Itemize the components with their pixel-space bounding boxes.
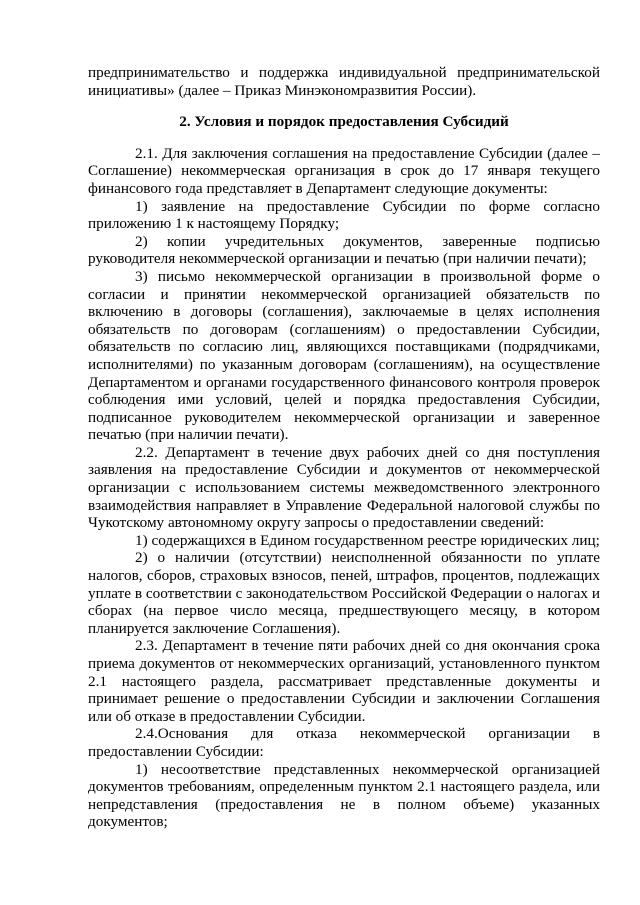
paragraph-2-2-item-1: 1) содержащихся в Едином государственном реестре юридических лиц; bbox=[135, 531, 600, 549]
paragraph-2-3: 2.3. Департамент в течение пяти рабочих дней со дня окончания срока приема документов от некоммерческих организаций, установленного пунктом 2.1 настоящего раздела, рассматривает представленные документы и принимает решение о предоставлении Субсидии и заключении Соглашения или об отказе в предоставлении Субсидии. bbox=[88, 637, 600, 725]
paragraph-2-2: 2.2. Департамент в течение двух рабочих дней со дня поступления заявления на предоставление Субсидии и документов от некоммерческой организации с использованием системы межведомственного электронного взаимодействия направляет в Управление Федеральной налоговой службы по Чукотскому автономному округу запросы о предоставлении сведений: bbox=[88, 443, 600, 532]
paragraph-2-2-item-2: 2) о наличии (отсутствии) неисполненной обязанности по уплате налогов, сборов, страховых взносов, пеней, штрафов, процентов, подлежащих уплате в соответствии с законодательством Российской Федерации о налогах и сборах (на первое число месяца, предшествующего месяцу, в котором планируется заключение Соглашения). bbox=[88, 549, 600, 637]
paragraph-2-1-item-1: 1) заявление на предоставление Субсидии по форме согласно приложению 1 к настоящему Порядку; bbox=[88, 197, 600, 233]
paragraph-2-4-item-1: 1) несоответствие представленных некоммерческой организацией документов требованиям, определенным пунктом 2.1 настоящего раздела, или непредставления (предоставления не в полном объеме) указанных документов; bbox=[88, 760, 600, 831]
section-heading: 2. Условия и порядок предоставления Субсидий bbox=[179, 113, 509, 131]
paragraph-2-1-item-2: 2) копии учредительных документов, заверенные подписью руководителя некоммерческой организации и печатью (при наличии печати); bbox=[88, 232, 600, 268]
paragraph-2-4: 2.4.Основания для отказа некоммерческой организации в предоставлении Субсидии: bbox=[88, 725, 600, 760]
intro-paragraph: предпринимательство и поддержка индивидуальной предпринимательской инициативы» (далее – Приказ Минэкономразвития России). bbox=[88, 64, 600, 99]
paragraph-2-1-item-3: 3) письмо некоммерческой организации в произвольной форме о согласии и принятии некоммерческой организацией обязательств по включению в договоры (соглашения), заключаемые в целях исполнения обязательств по договорам (соглашениям) о предоставлении Субсидии, обязательств по согласию лиц, являющихся поставщиками (подрядчиками, исполнителями) по указанным договорам (соглашениям), на осуществление Департаментом и органами государственного финансового контроля проверок соблюдения ими условий, целей и порядка предоставления Субсидии, подписанное руководителем некоммерческой организации и заверенное печатью (при наличии печати). bbox=[88, 267, 600, 444]
paragraph-2-1: 2.1. Для заключения соглашения на предоставление Субсидии (далее – Соглашение) некоммерческая организация в срок до 17 января текущего финансового года представляет в Департамент следующие документы: bbox=[88, 144, 600, 197]
